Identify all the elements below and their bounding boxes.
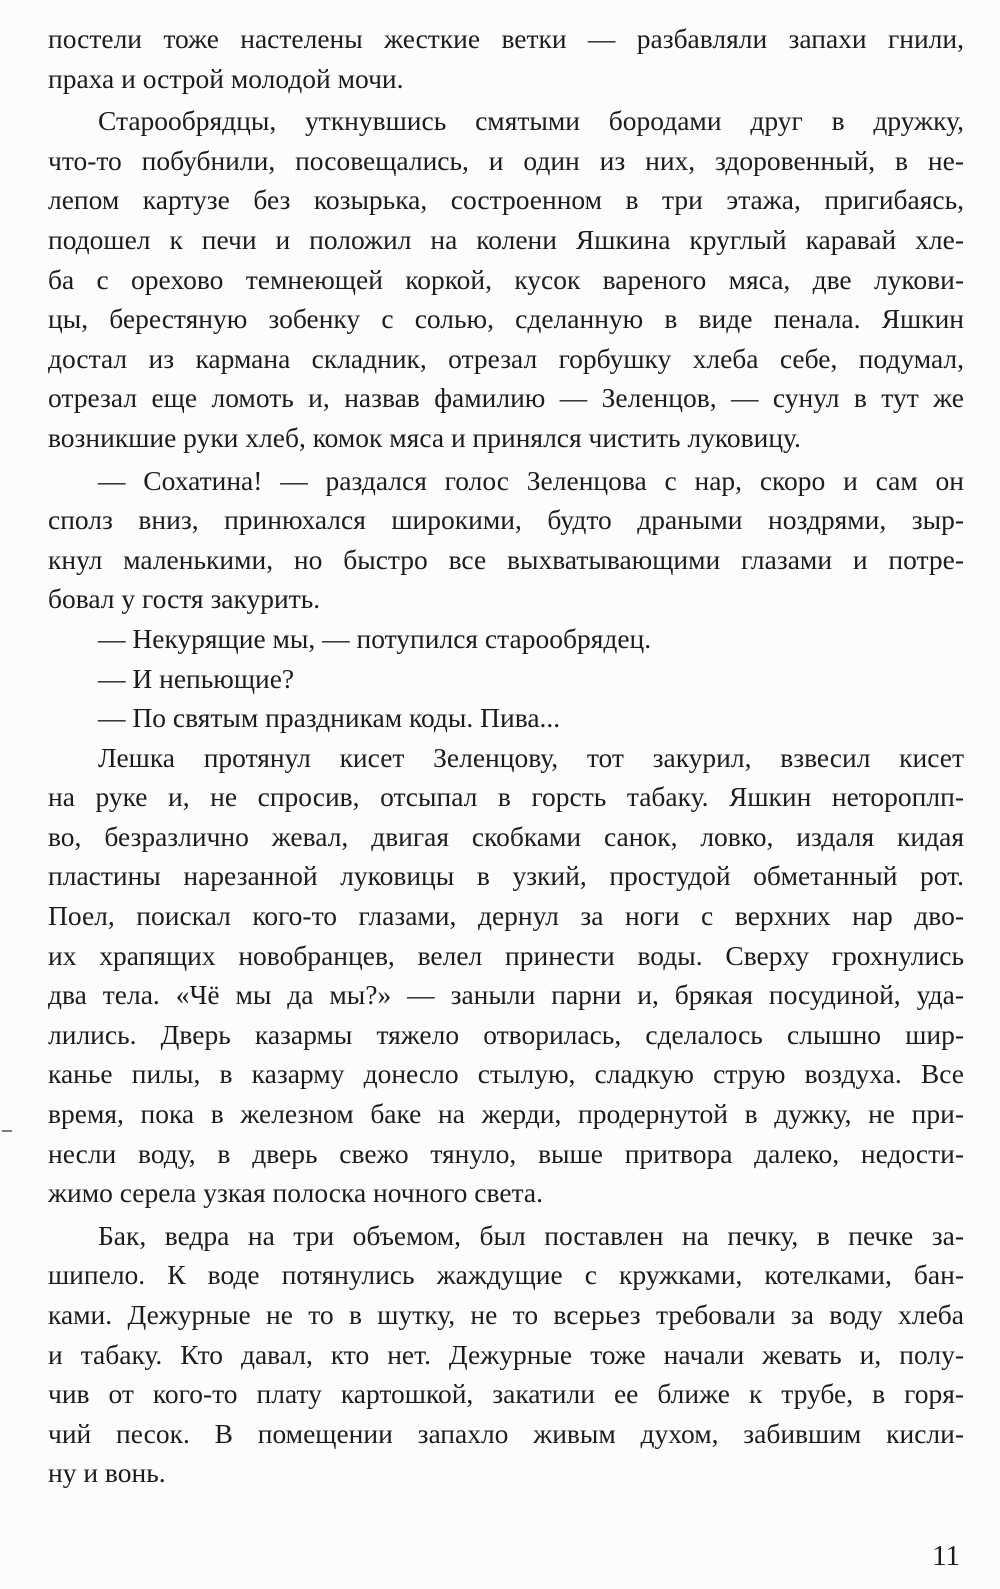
text-line: праха и острой молодой мочи. [48, 62, 404, 94]
text-line: бовал у гостя закурить. [48, 583, 321, 615]
text-line: канье пилы, в казарму донесло стылую, сладкую струю воздуха. Все [48, 1058, 964, 1090]
text-line: два тела. «Чё мы да мы?» — заныли парни и, брякая посудиной, уда- [48, 979, 964, 1011]
text-line: шипело. К воде потянулись жаждущие с кружками, котелками, бан- [48, 1259, 964, 1291]
text-line: несли воду, в дверь свежо тянуло, выше притвора далеко, недости- [48, 1137, 964, 1169]
paragraph-first-line: Бак, ведра на три объемом, был поставлен на печку, в печке за- [98, 1219, 964, 1251]
page-number: 11 [932, 1540, 960, 1572]
text-line: сполз вниз, принюхался широкими, будто драными ноздрями, зыр- [48, 504, 964, 536]
text-line: цы, берестяную зобенку с солью, сделанную в виде пенала. Яшкин [48, 303, 964, 335]
text-line: пластины нарезанной луковицы в узкий, простудой обметанный рот. [48, 860, 964, 892]
text-line: жимо серела узкая полоска ночного света. [48, 1177, 543, 1209]
dialogue-line: — По святым праздникам коды. Пива... [98, 702, 561, 734]
text-line: постели тоже настелены жесткие ветки — разбавляли запахи гнили, [48, 23, 964, 54]
text-line: ками. Дежурные не то в шутку, не то всерьез требовали за воду хлеба [48, 1299, 964, 1330]
text-line: достал из кармана складник, отрезал горбушку хлеба себе, подумал, [48, 342, 964, 374]
text-line: что-то побубнили, посовещались, и один из них, здоровенный, в не- [48, 144, 964, 176]
text-line: чий песок. В помещении запахло живым духом, забившим кисли- [48, 1417, 964, 1449]
text-line: их храпящих новобранцев, велел принести воды. Сверху грохнулись [48, 939, 964, 971]
text-line: на руке и, не спросив, отсыпал в горсть табаку. Яшкин нетороплп- [48, 781, 964, 813]
text-line: лепом картузе без козырька, состроенном в три этажа, пригибаясь, [48, 184, 964, 216]
text-line: чив от кого-то плату картошкой, закатили ее ближе к трубе, в горя- [48, 1378, 964, 1410]
text-line: лились. Дверь казармы тяжело отворилась, сделалось слышно шир- [48, 1018, 964, 1050]
text-line: ну и вонь. [48, 1457, 166, 1489]
margin-mark [2, 1130, 12, 1132]
paragraph-first-line: Старообрядцы, уткнувшись смятыми бородами друг в дружку, [98, 105, 964, 137]
text-line: отрезал еще ломоть и, назвав фамилию — Зеленцов, — сунул в тут же [48, 382, 964, 414]
paragraph-first-line: Лешка протянул кисет Зеленцову, тот закурил, взвесил кисет [98, 741, 964, 773]
text-line: и табаку. Кто давал, кто нет. Дежурные тоже начали жевать и, полу- [48, 1338, 964, 1370]
text-line: Поел, поискал кого-то глазами, дернул за ноги с верхних нар дво- [48, 900, 964, 932]
text-line: во, безразлично жевал, двигая скобками санок, ловко, издаля кидая [48, 820, 964, 852]
text-line: ба с орехово темнеющей коркой, кусок вареного мяса, две лукови- [48, 263, 964, 295]
text-line: время, пока в железном баке на жерди, продернутой в дужку, не при- [48, 1098, 964, 1130]
dialogue-line: — И непьющие? [98, 662, 295, 694]
text-line: кнул маленькими, но быстро все выхватывающими глазами и потре- [48, 543, 964, 575]
dialogue-line: — Некурящие мы, — потупился старообрядец. [98, 622, 652, 654]
paragraph-first-line: — Сохатина! — раздался голос Зеленцова с нар, скоро и сам он [98, 464, 964, 496]
page-body-text [48, 19, 964, 1493]
text-line: подошел к печи и положил на колени Яшкина круглый каравай хле- [48, 223, 964, 255]
text-line: возникшие руки хлеб, комок мяса и принялся чистить луковицу. [48, 421, 801, 453]
